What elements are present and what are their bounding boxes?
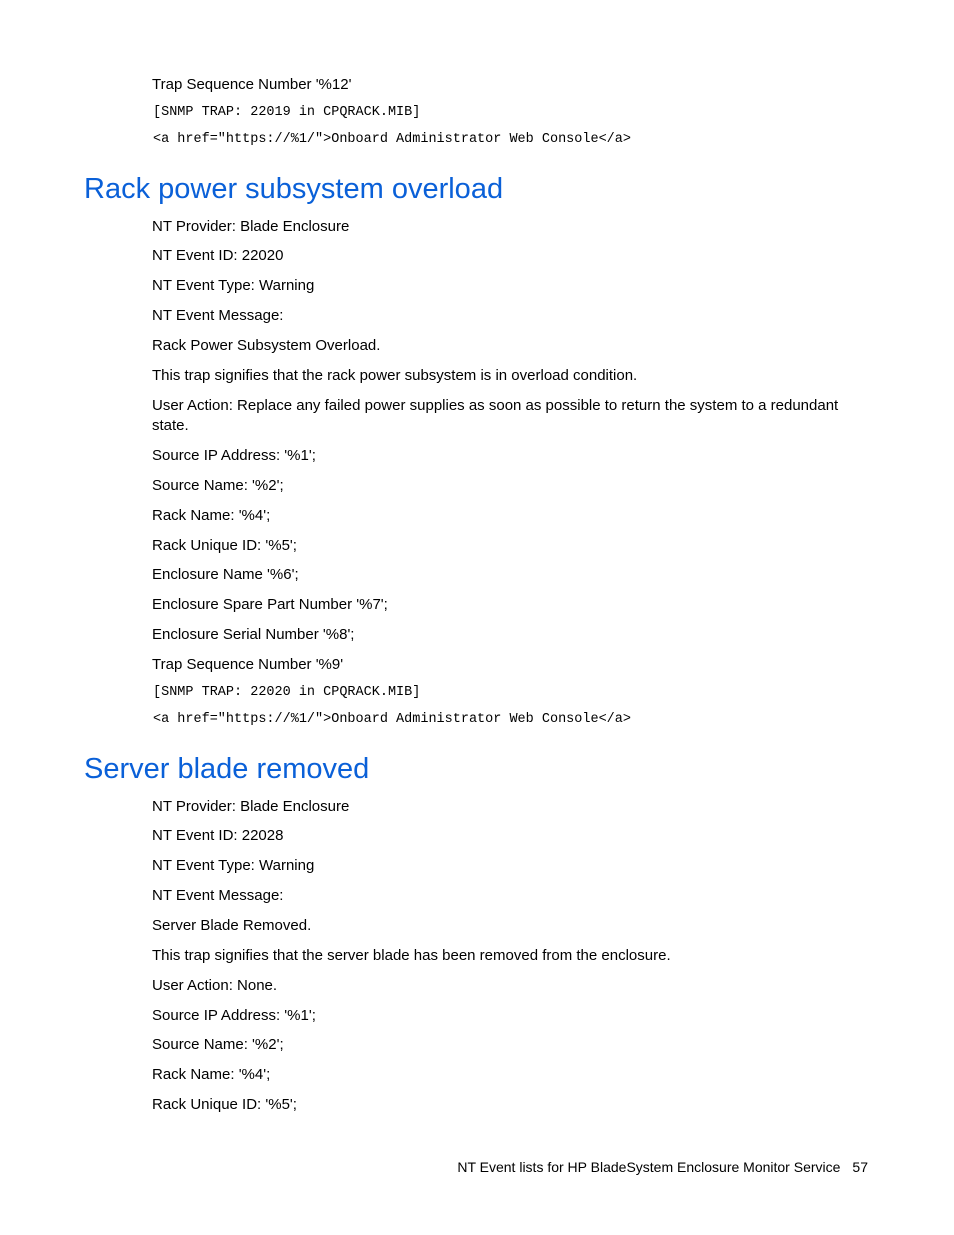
source-name-line: Source Name: '%2'; [152,477,284,494]
snmp-trap-line: [SNMP TRAP: 22020 in CPQRACK.MIB] [153,685,421,700]
page-number: 57 [852,1159,868,1175]
rack-unique-id-line: Rack Unique ID: '%5'; [152,537,297,554]
section-heading-server-blade-removed: Server blade removed [84,753,370,785]
section-heading-rack-power: Rack power subsystem overload [84,173,504,205]
nt-event-message-label: NT Event Message: [152,887,284,904]
source-ip-line: Source IP Address: '%1'; [152,1007,316,1024]
event-description: This trap signifies that the server blade has been removed from the enclosure. [152,947,671,964]
console-link-line: <a href="https://%1/">Onboard Administrator Web Console</a> [153,132,631,147]
source-name-line: Source Name: '%2'; [152,1036,284,1053]
nt-event-type-line: NT Event Type: Warning [152,277,315,294]
nt-event-id-line: NT Event ID: 22028 [152,827,284,844]
nt-event-message-label: NT Event Message: [152,307,284,324]
nt-provider-line: NT Provider: Blade Enclosure [152,798,350,815]
enclosure-name-line: Enclosure Name '%6'; [152,566,299,583]
enclosure-serial-line: Enclosure Serial Number '%8'; [152,626,355,643]
nt-event-type-line: NT Event Type: Warning [152,857,315,874]
footer-title: NT Event lists for HP BladeSystem Enclosure Monitor Service [457,1159,841,1175]
nt-provider-line: NT Provider: Blade Enclosure [152,218,350,235]
nt-event-id-line: NT Event ID: 22020 [152,247,284,264]
snmp-trap-line: [SNMP TRAP: 22019 in CPQRACK.MIB] [153,105,421,120]
page-footer [457,1158,868,1176]
event-description: This trap signifies that the rack power subsystem is in overload condition. [152,367,638,384]
console-link-line: <a href="https://%1/">Onboard Administrator Web Console</a> [153,712,631,727]
rack-name-line: Rack Name: '%4'; [152,1066,271,1083]
user-action-line: User Action: None. [152,977,278,994]
rack-unique-id-line: Rack Unique ID: '%5'; [152,1096,297,1113]
user-action-line: User Action: Replace any failed power supplies as soon as possible to return the system to a redundant state. [152,397,839,434]
source-ip-line: Source IP Address: '%1'; [152,447,316,464]
event-message-text: Rack Power Subsystem Overload. [152,337,381,354]
enclosure-spare-part-line: Enclosure Spare Part Number '%7'; [152,596,388,613]
trap-sequence-line: Trap Sequence Number '%9' [152,656,344,673]
event-message-text: Server Blade Removed. [152,917,312,934]
trap-sequence-line: Trap Sequence Number '%12' [152,76,352,93]
rack-name-line: Rack Name: '%4'; [152,507,271,524]
